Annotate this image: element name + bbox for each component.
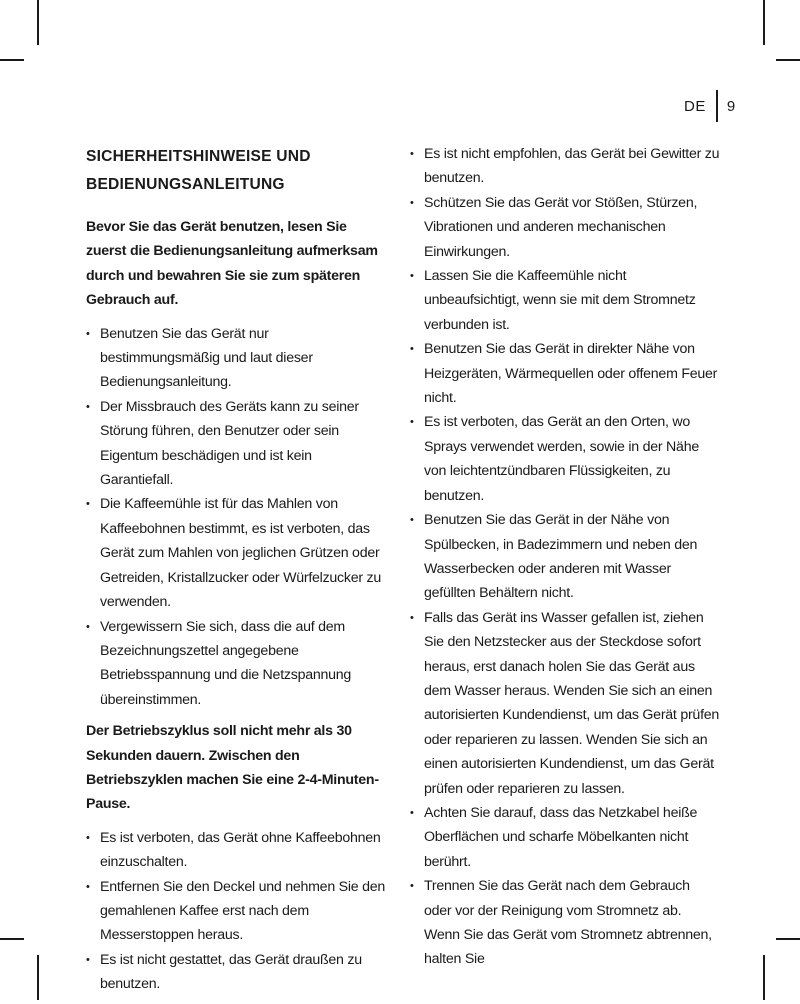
crop-mark-bottom-right-horizontal [776,938,800,940]
intro-notice: Bevor Sie das Gerät benutzen, lesen Sie zuerst die Bedienungsanleitung aufmerksam durch und bewahren Sie sie zum späteren Gebrauch auf. [86,219,378,309]
safety-list-3 [410,142,720,972]
crop-mark-bottom-right-vertical [763,955,765,1000]
safety-list-2 [86,826,386,997]
list-item: • Benutzen Sie das Gerät in der Nähe von Spülbecken, in Badezimmern und neben den Wasserbecken oder anderen mit Wasser gefüllten Behältern nicht. [410,508,720,606]
list-item: • Achten Sie darauf, dass das Netzkabel heiße Oberflächen und scharfe Möbelkanten nicht berührt. [410,801,720,874]
page-number: 9 [726,97,736,115]
list-item: • Schützen Sie das Gerät vor Stößen, Stürzen, Vibrationen und anderen mechanischen Einwirkungen. [410,191,720,264]
list-item: • Es ist verboten, das Gerät ohne Kaffeebohnen einzuschalten. [86,826,386,875]
list-item: • Lassen Sie die Kaffeemühle nicht unbeaufsichtigt, wenn sie mit dem Stromnetz verbunden ist. [410,264,720,337]
page-header [684,90,736,122]
operating-cycle-notice: Der Betriebszyklus soll nicht mehr als 30 Sekunden dauern. Zwischen den Betriebszyklen machen Sie eine 2-4-Minuten-Pause. [86,723,379,813]
crop-mark-top-right-horizontal [776,59,800,61]
list-item: • Benutzen Sie das Gerät in direkter Nähe von Heizgeräten, Wärmequellen oder offenem Feuer nicht. [410,337,720,410]
list-item: • Vergewissern Sie sich, dass die auf dem Bezeichnungszettel angegebene Betriebsspannung und die Netzspannung übereinstimmen. [86,615,386,713]
section-title: SICHERHEITSHINWEISE UND BEDIENUNGSANLEITUNG [86,148,311,193]
list-item: • Trennen Sie das Gerät nach dem Gebrauch oder vor der Reinigung vom Stromnetz ab. Wenn Sie das Gerät vom Stromnetz abtrennen, halten Sie [410,874,720,972]
left-column [86,143,386,1004]
list-item: • Falls das Gerät ins Wasser gefallen ist, ziehen Sie den Netzstecker aus der Steckdose sofort heraus, erst danach holen Sie das Gerät aus dem Wasser heraus. Wenden Sie sich an einen autorisierten Kundendienst, um das Gerät prüfen oder reparieren zu lassen. Wenden Sie sich an einen autorisierten Kundendienst, um das Gerät prüfen oder reparieren zu lassen. [410,606,720,801]
header-separator [716,90,718,122]
safety-list-1 [86,322,386,713]
list-item: • Es ist verboten, das Gerät an den Orten, wo Sprays verwendet werden, sowie in der Nähe von leichtentzündbaren Flüssigkeiten, zu benutzen. [410,410,720,508]
crop-mark-top-left-horizontal [0,59,24,61]
list-item: • Entfernen Sie den Deckel und nehmen Sie den gemahlenen Kaffee erst nach dem Messerstoppen heraus. [86,875,386,948]
crop-mark-bottom-left-vertical [37,955,39,1000]
list-item: • Die Kaffeemühle ist für das Mahlen von Kaffeebohnen bestimmt, es ist verboten, das Gerät zum Mahlen von jeglichen Grützen oder Getreiden, Kristallzucker oder Würfelzucker zu verwenden. [86,492,386,614]
list-item: • Der Missbrauch des Geräts kann zu seiner Störung führen, den Benutzer oder sein Eigentum beschädigen und ist kein Garantiefall. [86,395,386,493]
language-code: DE [684,97,706,115]
right-column [410,142,720,979]
crop-mark-top-right-vertical [763,0,765,45]
crop-mark-bottom-left-horizontal [0,938,24,940]
list-item: • Es ist nicht empfohlen, das Gerät bei Gewitter zu benutzen. [410,142,720,191]
list-item: • Benutzen Sie das Gerät nur bestimmungsmäßig und laut dieser Bedienungsanleitung. [86,322,386,395]
crop-mark-top-left-vertical [37,0,39,45]
list-item: • Es ist nicht gestattet, das Gerät draußen zu benutzen. [86,948,386,997]
